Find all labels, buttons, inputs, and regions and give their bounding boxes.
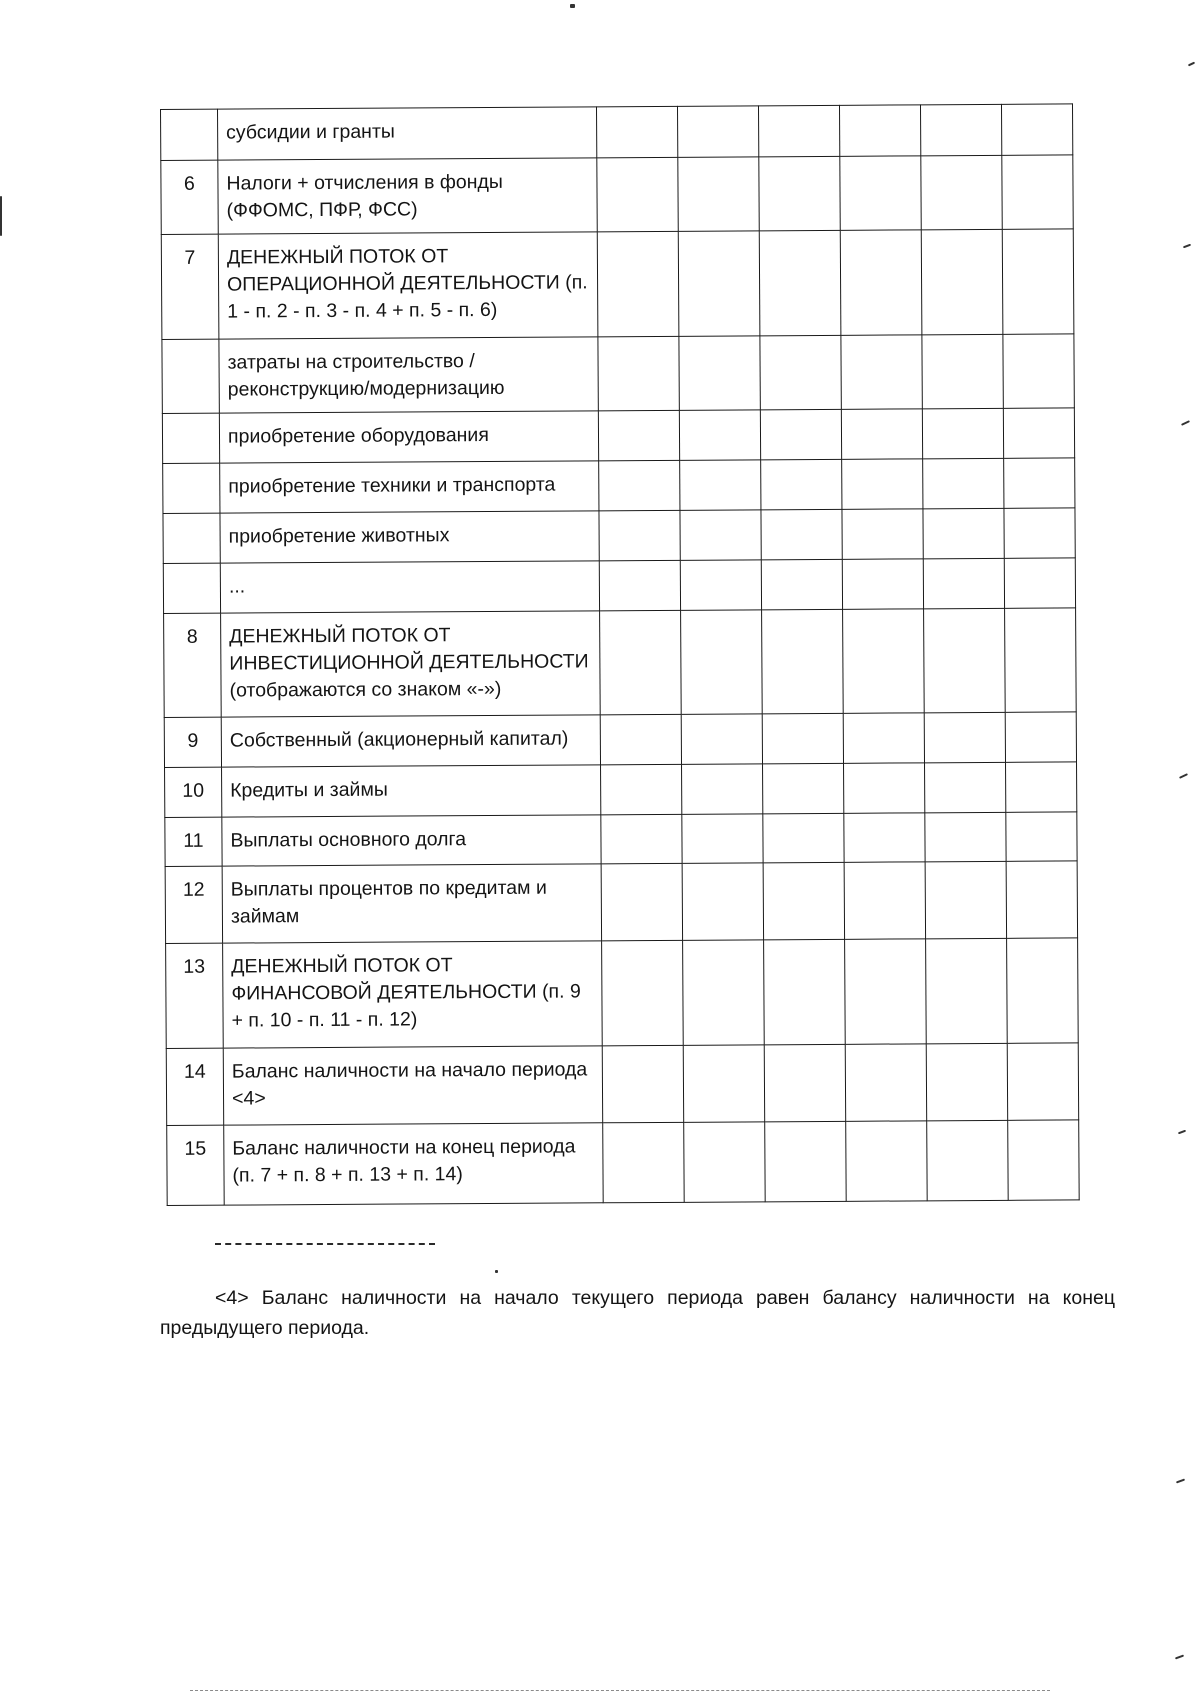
value-cell: [923, 508, 1004, 558]
row-number: [162, 339, 219, 413]
value-cell: [1005, 608, 1077, 712]
row-number: 8: [164, 613, 222, 717]
value-cell: [678, 157, 759, 231]
row-number: 7: [161, 234, 219, 339]
row-label: приобретение техники и транспорта: [220, 461, 599, 513]
table-body: [161, 104, 1080, 1206]
value-cell: [759, 156, 840, 230]
value-cell: [846, 1121, 927, 1201]
value-cell: [1006, 861, 1077, 938]
value-cell: [1004, 558, 1075, 608]
value-cell: [764, 1044, 845, 1121]
value-cell: [843, 609, 925, 713]
row-number: 13: [166, 943, 224, 1048]
value-cell: [761, 559, 842, 609]
value-cell: [760, 409, 841, 459]
scan-speck: [1183, 244, 1191, 249]
row-label: ...: [220, 561, 599, 613]
value-cell: [840, 230, 922, 335]
cash-flow-table: [160, 103, 1080, 1206]
row-number: 11: [165, 817, 222, 866]
value-cell: [762, 713, 843, 763]
value-cell: [844, 813, 925, 862]
row-number: [163, 513, 220, 563]
value-cell: [598, 410, 679, 460]
table-row: [165, 762, 1077, 818]
value-cell: [681, 610, 763, 714]
row-label: приобретение животных: [220, 511, 599, 563]
value-cell: [682, 863, 763, 940]
scan-speck: [1178, 1130, 1186, 1135]
value-cell: [922, 334, 1003, 408]
value-cell: [925, 861, 1006, 938]
value-cell: [762, 609, 844, 713]
row-number: [161, 109, 218, 160]
footnote-text: <4> Баланс наличности на начало текущего периода равен балансу наличности на конец предыдущего периода.: [160, 1287, 1115, 1339]
row-label: ДЕНЕЖНЫЙ ПОТОК ОТ ИНВЕСТИЦИОННОЙ ДЕЯТЕЛЬНОСТИ (отображаются со знаком «-»): [221, 611, 601, 717]
value-cell: [921, 155, 1002, 229]
row-label: Собственный (акционерный капитал): [221, 715, 600, 767]
value-cell: [603, 1122, 684, 1202]
table-row: [162, 408, 1074, 464]
row-number: 12: [165, 866, 222, 943]
table-row: [161, 155, 1073, 235]
row-label: Баланс наличности на начало периода <4>: [223, 1046, 602, 1125]
value-cell: [844, 862, 925, 939]
value-cell: [1001, 104, 1072, 155]
value-cell: [841, 335, 922, 409]
scan-edge-line: [190, 1690, 1050, 1691]
footnote-separator: [215, 1243, 435, 1245]
value-cell: [924, 608, 1006, 712]
value-cell: [761, 509, 842, 559]
value-cell: [839, 105, 920, 156]
value-cell: [927, 1120, 1008, 1200]
value-cell: [923, 558, 1004, 608]
value-cell: [1003, 334, 1074, 408]
value-cell: [842, 509, 923, 559]
value-cell: [763, 763, 844, 813]
value-cell: [842, 559, 923, 609]
value-cell: [601, 814, 682, 863]
value-cell: [678, 231, 760, 336]
scan-speck: [1188, 62, 1195, 67]
value-cell: [600, 610, 682, 714]
value-cell: [599, 560, 680, 610]
value-cell: [682, 814, 763, 863]
value-cell: [926, 1043, 1007, 1120]
row-number: 14: [166, 1048, 223, 1125]
row-number: 10: [165, 767, 222, 817]
value-cell: [1007, 938, 1079, 1043]
row-label: Налоги + отчисления в фонды (ФФОМС, ПФР, ФСС): [218, 158, 597, 234]
value-cell: [1002, 229, 1074, 334]
scan-speck: [495, 1270, 498, 1273]
row-label: субсидии и гранты: [218, 107, 597, 160]
value-cell: [683, 1045, 764, 1122]
value-cell: [684, 1122, 765, 1202]
value-cell: [843, 713, 924, 763]
value-cell: [596, 106, 677, 157]
value-cell: [680, 460, 761, 510]
value-cell: [926, 938, 1008, 1043]
table-row: [161, 104, 1073, 161]
value-cell: [763, 813, 844, 862]
table-row: [166, 1043, 1078, 1126]
value-cell: [925, 762, 1006, 812]
row-number: 15: [167, 1125, 224, 1205]
value-cell: [842, 459, 923, 509]
table-row: [163, 558, 1075, 614]
row-label: ДЕНЕЖНЫЙ ПОТОК ОТ ОПЕРАЦИОННОЙ ДЕЯТЕЛЬНОСТИ (п. 1 - п. 2 - п. 3 - п. 4 + п. 5 - п. 6): [218, 232, 598, 339]
value-cell: [1007, 1043, 1078, 1120]
value-cell: [601, 764, 682, 814]
row-label: затраты на строительство /реконструкцию/модернизацию: [219, 337, 598, 413]
value-cell: [765, 1121, 846, 1201]
value-cell: [600, 714, 681, 764]
scan-speck: [1176, 1479, 1185, 1484]
value-cell: [921, 229, 1003, 334]
value-cell: [925, 812, 1006, 861]
value-cell: [845, 939, 927, 1044]
scan-speck: [1175, 1655, 1184, 1660]
value-cell: [758, 105, 839, 156]
value-cell: [759, 230, 841, 335]
value-cell: [682, 764, 763, 814]
value-cell: [602, 940, 684, 1045]
scan-speck: [1181, 420, 1190, 426]
row-label: ДЕНЕЖНЫЙ ПОТОК ОТ ФИНАНСОВОЙ ДЕЯТЕЛЬНОСТИ (п. 9 + п. 10 - п. 11 - п. 12): [223, 941, 603, 1048]
value-cell: [920, 104, 1001, 155]
value-cell: [1002, 155, 1073, 229]
value-cell: [679, 336, 760, 410]
row-number: [163, 463, 220, 513]
value-cell: [760, 335, 841, 409]
row-label: Выплаты основного долга: [222, 815, 601, 866]
value-cell: [1004, 458, 1075, 508]
row-label: Баланс наличности на конец периода (п. 7 + п. 8 + п. 13 + п. 14): [224, 1123, 603, 1205]
row-label: Выплаты процентов по кредитам и займам: [222, 864, 601, 943]
value-cell: [923, 458, 1004, 508]
value-cell: [763, 862, 844, 939]
value-cell: [845, 1044, 926, 1121]
table-row: [167, 1120, 1079, 1206]
row-number: [163, 563, 220, 613]
row-number: 6: [161, 160, 218, 234]
table-row: [166, 938, 1079, 1049]
value-cell: [681, 714, 762, 764]
value-cell: [844, 763, 925, 813]
value-cell: [598, 336, 679, 410]
row-number: [162, 413, 219, 463]
table-row: [164, 712, 1076, 768]
value-cell: [1006, 812, 1077, 861]
table-row: [163, 458, 1075, 514]
value-cell: [677, 106, 758, 157]
scan-speck: [0, 196, 2, 236]
scan-speck: [570, 4, 575, 8]
value-cell: [924, 712, 1005, 762]
table-row: [165, 861, 1077, 944]
row-label: Кредиты и займы: [222, 765, 601, 817]
value-cell: [601, 863, 682, 940]
value-cell: [1003, 408, 1074, 458]
row-number: 9: [164, 717, 221, 767]
value-cell: [761, 459, 842, 509]
value-cell: [680, 510, 761, 560]
scan-speck: [1179, 773, 1188, 779]
table-row: [163, 508, 1075, 564]
table-row: [165, 812, 1077, 867]
value-cell: [840, 156, 921, 230]
value-cell: [1008, 1120, 1079, 1200]
value-cell: [597, 231, 679, 336]
table-row: [164, 608, 1077, 718]
value-cell: [680, 560, 761, 610]
value-cell: [599, 460, 680, 510]
value-cell: [1005, 712, 1076, 762]
value-cell: [679, 410, 760, 460]
value-cell: [1006, 762, 1077, 812]
table-row: [162, 334, 1074, 414]
value-cell: [841, 409, 922, 459]
table-row: [161, 229, 1074, 340]
value-cell: [602, 1045, 683, 1122]
value-cell: [683, 940, 765, 1045]
value-cell: [597, 157, 678, 231]
value-cell: [1004, 508, 1075, 558]
value-cell: [764, 939, 846, 1044]
value-cell: [922, 408, 1003, 458]
row-label: приобретение оборудования: [219, 411, 598, 463]
value-cell: [599, 510, 680, 560]
